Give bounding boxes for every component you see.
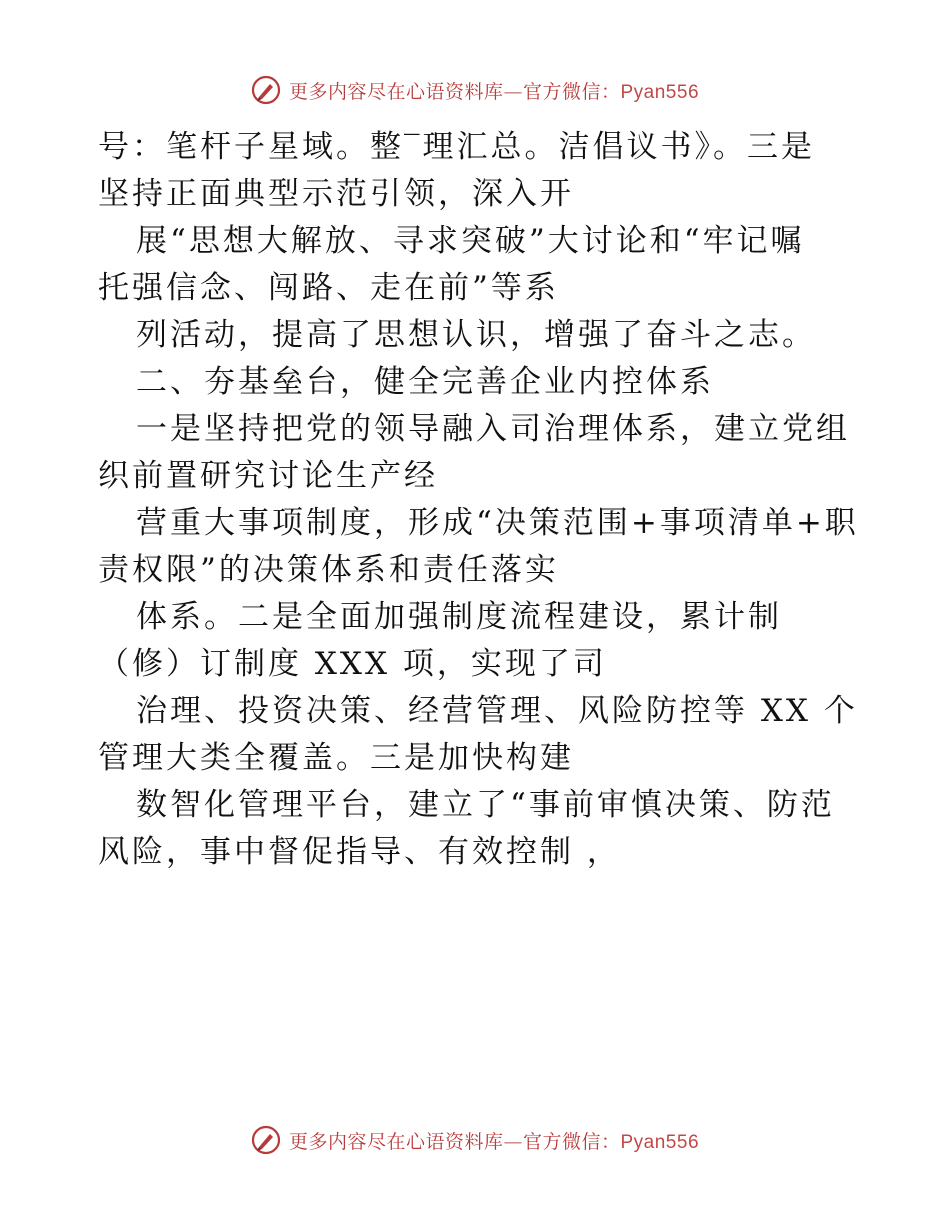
header-watermark bbox=[0, 72, 950, 108]
text-line: 坚持正面典型示范引领，深入开 bbox=[98, 176, 574, 212]
text-line: 营重大事项制度，形成“决策范围+事项清单+职 bbox=[136, 505, 859, 541]
pen-logo-icon bbox=[251, 1125, 281, 1155]
text-line: 管理大类全覆盖。三是加快构建 bbox=[98, 740, 574, 776]
watermark-text: 更多内容尽在心语资料库—官方微信：Pyan556 bbox=[288, 80, 700, 103]
text-line: 托强信念、闯路、走在前”等系 bbox=[98, 270, 559, 306]
text-line: 列活动，提高了思想认识，增强了奋斗之志。 bbox=[136, 317, 816, 353]
text-line: 数智化管理平台，建立了“事前审慎决策、防范 bbox=[136, 787, 835, 823]
text-line: 展“思想大解放、寻求突破”大讨论和“牢记嘱 bbox=[136, 223, 805, 259]
text-line: 体系。二是全面加强制度流程建设，累计制 bbox=[136, 599, 782, 635]
text-line: 织前置研究讨论生产经 bbox=[98, 458, 438, 494]
text-line: 号：笔杆子星域。整‾理汇总。洁倡议书》。三是 bbox=[98, 129, 815, 165]
text-line: 一是坚持把党的领导融入司治理体系，建立党组 bbox=[136, 411, 850, 447]
text-line: （修）订制度 XXX 项，实现了司 bbox=[98, 646, 607, 682]
watermark-text: 更多内容尽在心语资料库—官方微信：Pyan556 bbox=[288, 1130, 700, 1153]
text-line: 治理、投资决策、经营管理、风险防控等 XX 个 bbox=[136, 693, 858, 729]
section-heading: 二、夯基垒台，健全完善企业内控体系 bbox=[136, 364, 714, 400]
pen-logo-icon bbox=[251, 75, 281, 105]
footer-watermark bbox=[0, 1122, 950, 1158]
document-body bbox=[98, 124, 858, 876]
text-line: 风险，事中督促指导、有效控制 ， bbox=[98, 834, 621, 870]
text-line: 责权限”的决策体系和责任落实 bbox=[98, 552, 559, 588]
